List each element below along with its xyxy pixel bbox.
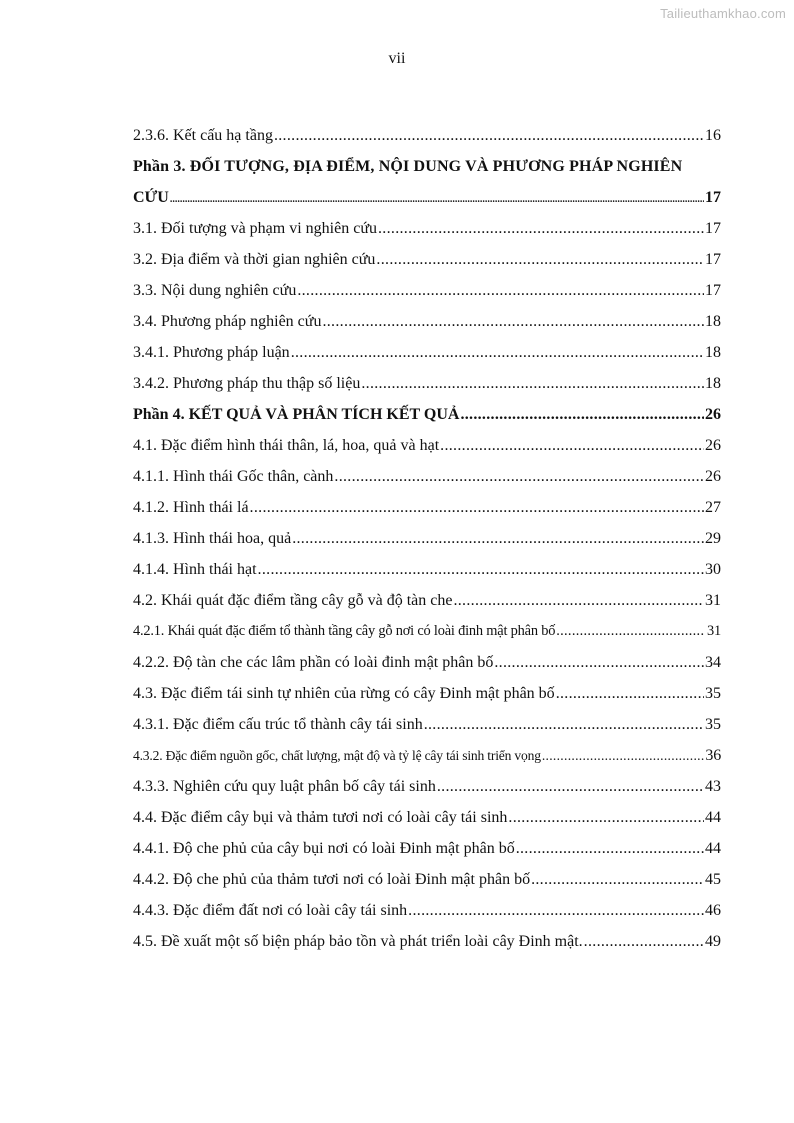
toc-page: 35: [705, 685, 721, 702]
toc-label: 4.1.1. Hình thái Gốc thân, cành: [133, 468, 334, 485]
toc-entry-part-3[interactable]: [133, 158, 721, 189]
toc-entry-2-3-6[interactable]: [133, 127, 721, 158]
toc-entry-4-2-2[interactable]: [133, 654, 721, 685]
toc-page: 18: [705, 344, 721, 361]
toc-page: 35: [705, 716, 721, 733]
dot-leader: [531, 871, 704, 889]
dot-leader: [170, 189, 704, 207]
dot-leader: [508, 809, 704, 827]
toc-entry-4-4-1[interactable]: [133, 840, 721, 871]
toc-label: 4.2. Khái quát đặc điểm tầng cây gỗ và độ tàn che: [133, 592, 453, 609]
toc-label: 2.3.6. Kết cấu hạ tầng: [133, 127, 273, 144]
toc-entry-4-1[interactable]: [133, 437, 721, 468]
toc-page: 49: [705, 933, 721, 950]
toc-label: 4.3. Đặc điểm tái sinh tự nhiên của rừng có cây Đinh mật phân bố: [133, 685, 555, 702]
toc-label-cont: CỨU: [133, 189, 169, 206]
dot-leader: [556, 623, 704, 640]
toc-label: 3.4.1. Phương pháp luận: [133, 344, 290, 361]
toc-entry-3-2[interactable]: [133, 251, 721, 282]
dot-leader: [378, 220, 704, 238]
toc-label: 3.4.2. Phương pháp thu thập số liệu: [133, 375, 361, 392]
toc-entry-4-2-1[interactable]: [133, 623, 721, 654]
toc-entry-3-4[interactable]: [133, 313, 721, 344]
toc-page: 16: [705, 127, 721, 144]
toc-entry-3-4-2[interactable]: [133, 375, 721, 406]
page-number: vii: [388, 50, 406, 67]
toc-label: 4.1.4. Hình thái hạt: [133, 561, 257, 578]
toc-entry-4-3-2[interactable]: [133, 747, 721, 778]
toc-label: 4.3.2. Đặc điểm nguồn gốc, chất lượng, mật độ và tỷ lệ cây tái sinh triển vọng: [133, 748, 541, 763]
toc-entry-part-4[interactable]: [133, 406, 721, 437]
dot-leader: [334, 468, 704, 486]
toc-page: 36: [705, 747, 721, 764]
toc-page: 17: [705, 282, 721, 299]
dot-leader: [453, 592, 704, 610]
toc-page: 26: [705, 437, 721, 454]
toc-label: 3.1. Đối tượng và phạm vi nghiên cứu: [133, 220, 377, 237]
toc-page: 29: [705, 530, 721, 547]
dot-leader: [542, 748, 704, 764]
toc-entry-4-1-2[interactable]: [133, 499, 721, 530]
dot-leader: [322, 313, 704, 331]
toc-entry-4-3[interactable]: [133, 685, 721, 716]
dot-leader: [556, 685, 704, 703]
toc-entry-4-2[interactable]: [133, 592, 721, 623]
toc-entry-4-4-2[interactable]: [133, 871, 721, 902]
toc-label: 4.2.2. Độ tàn che các lâm phần có loài đinh mật phân bố: [133, 654, 494, 671]
toc-label: 3.4. Phương pháp nghiên cứu: [133, 313, 322, 330]
toc-page: 31: [705, 592, 721, 609]
toc-entry-3-1[interactable]: [133, 220, 721, 251]
toc-page: 26: [705, 406, 721, 423]
toc-entry-4-1-4[interactable]: [133, 561, 721, 592]
dot-leader: [437, 778, 704, 796]
toc-label: 4.4.2. Độ che phủ của thảm tươi nơi có loài Đinh mật phân bố: [133, 871, 531, 888]
dot-leader: [291, 344, 704, 362]
toc-entry-4-5[interactable]: [133, 933, 721, 964]
dot-leader: [292, 530, 704, 548]
toc-label: 3.3. Nội dung nghiên cứu: [133, 282, 297, 299]
toc-page: 26: [705, 468, 721, 485]
dot-leader: [516, 840, 704, 858]
table-of-contents: [133, 127, 721, 964]
toc-label: 4.3.1. Đặc điểm cấu trúc tổ thành cây tái sinh: [133, 716, 423, 733]
toc-entry-4-1-3[interactable]: [133, 530, 721, 561]
toc-page: 30: [705, 561, 721, 578]
toc-label: 4.1.3. Hình thái hoa, quả: [133, 530, 292, 547]
toc-entry-part-3-cont[interactable]: [133, 189, 721, 220]
toc-label: 4.5. Đề xuất một số biện pháp bảo tồn và phát triển loài cây Đinh mật.: [133, 933, 583, 950]
toc-entry-3-3[interactable]: [133, 282, 721, 313]
toc-entry-4-3-1[interactable]: [133, 716, 721, 747]
toc-page: 17: [705, 251, 721, 268]
dot-leader: [424, 716, 704, 734]
toc-page: 18: [705, 313, 721, 330]
dot-leader: [460, 406, 704, 424]
dot-leader: [584, 933, 704, 951]
toc-page: 45: [705, 871, 721, 888]
dot-leader: [440, 437, 704, 455]
toc-page: 43: [705, 778, 721, 795]
toc-label: 4.2.1. Khái quát đặc điểm tổ thành tầng cây gỗ nơi có loài đinh mật phân bố: [133, 623, 556, 639]
toc-entry-4-3-3[interactable]: [133, 778, 721, 809]
toc-page: 17: [705, 220, 721, 237]
toc-label: 4.3.3. Nghiên cứu quy luật phân bố cây tái sinh: [133, 778, 436, 795]
toc-label: 3.2. Địa điểm và thời gian nghiên cứu: [133, 251, 376, 268]
dot-leader: [258, 561, 704, 579]
watermark: Tailieuthamkhao.com: [660, 6, 786, 21]
toc-label: 4.4. Đặc điểm cây bụi và thảm tươi nơi có loài cây tái sinh: [133, 809, 508, 826]
toc-label: 4.1.2. Hình thái lá: [133, 499, 249, 516]
toc-page: 17: [705, 189, 721, 206]
toc-label: 4.1. Đặc điểm hình thái thân, lá, hoa, quả và hạt: [133, 437, 440, 454]
toc-label: Phần 3. ĐỐI TƯỢNG, ĐỊA ĐIỂM, NỘI DUNG VÀ PHƯƠNG PHÁP NGHIÊN: [133, 158, 683, 175]
toc-entry-4-4[interactable]: [133, 809, 721, 840]
dot-leader: [376, 251, 704, 269]
toc-page: 44: [705, 840, 721, 857]
dot-leader: [250, 499, 704, 517]
dot-leader: [274, 127, 704, 145]
toc-page: 31: [707, 623, 721, 639]
toc-page: 46: [705, 902, 721, 919]
toc-label: 4.4.1. Độ che phủ của cây bụi nơi có loài Đinh mật phân bố: [133, 840, 515, 857]
toc-entry-3-4-1[interactable]: [133, 344, 721, 375]
dot-leader: [297, 282, 704, 300]
toc-page: 18: [705, 375, 721, 392]
dot-leader: [494, 654, 704, 672]
toc-entry-4-1-1[interactable]: [133, 468, 721, 499]
toc-page: 27: [705, 499, 721, 516]
dot-leader: [408, 902, 704, 920]
toc-page: 34: [705, 654, 721, 671]
toc-label: 4.4.3. Đặc điểm đất nơi có loài cây tái sinh: [133, 902, 408, 919]
toc-label: Phần 4. KẾT QUẢ VÀ PHÂN TÍCH KẾT QUẢ: [133, 406, 460, 423]
toc-page: 44: [705, 809, 721, 826]
toc-entry-4-4-3[interactable]: [133, 902, 721, 933]
dot-leader: [361, 375, 704, 393]
